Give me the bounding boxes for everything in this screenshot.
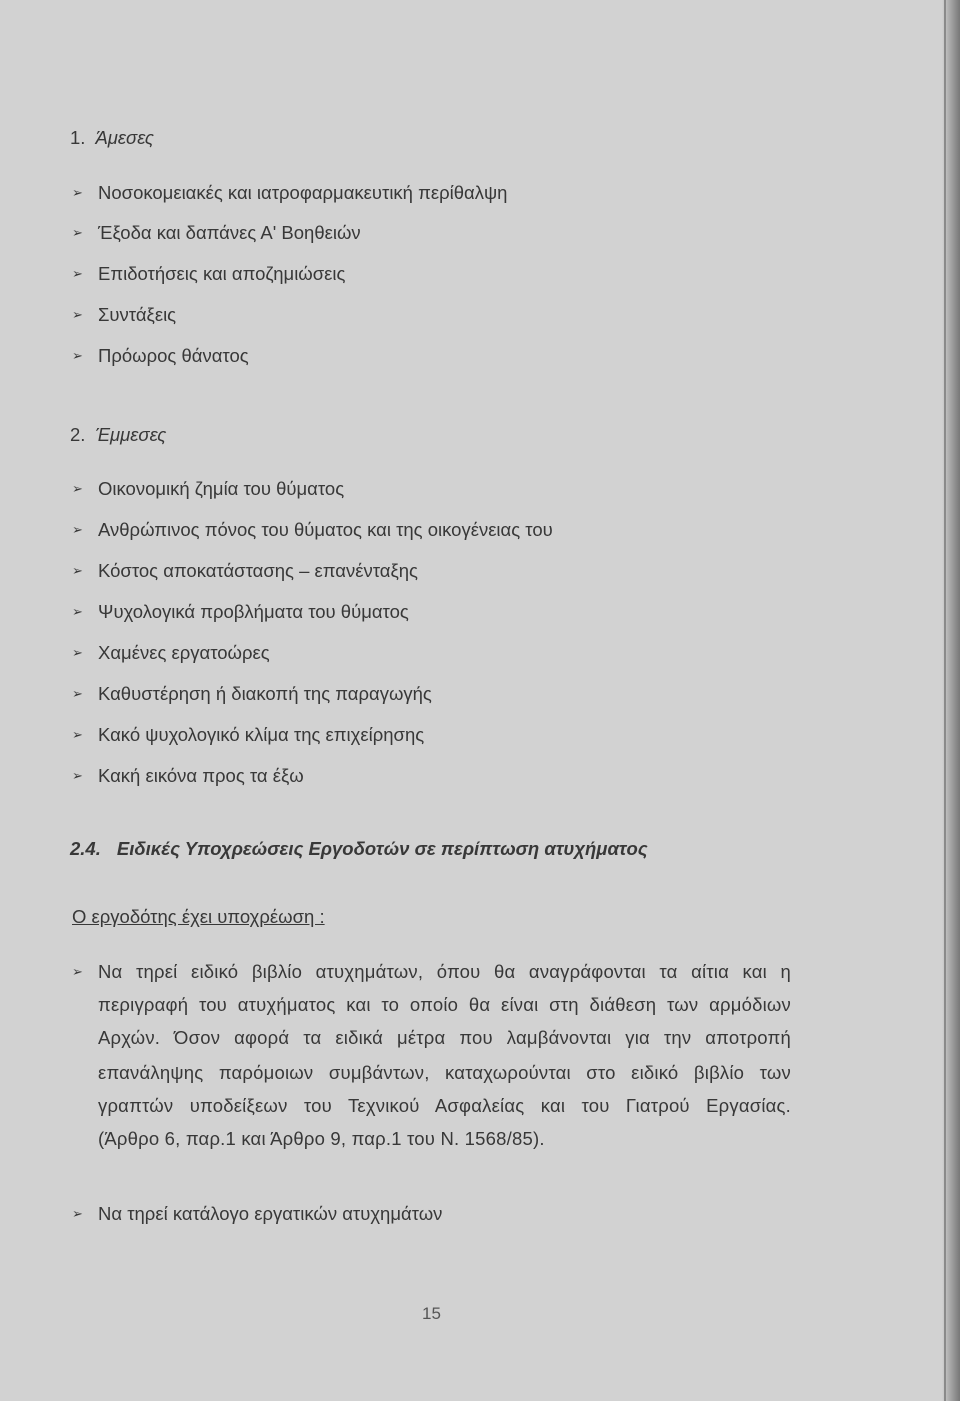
list-item [72, 478, 344, 500]
list-item [72, 345, 249, 367]
list-item-text: Κακή εικόνα προς τα έξω [98, 765, 304, 786]
list-item-text: Κακό ψυχολογικό κλίμα της επιχείρησης [98, 724, 425, 745]
list-item [72, 601, 409, 623]
arrow-bullet-icon: ➢ [72, 225, 83, 240]
arrow-bullet-icon: ➢ [72, 645, 83, 660]
paragraph-line: Αρχών. Όσον αφορά τα ειδικά μέτρα που λαμβάνονται για την αποτροπή [98, 1027, 791, 1048]
list-item [72, 1203, 442, 1225]
section-2-4-number: 2.4. [70, 838, 101, 859]
arrow-bullet-icon: ➢ [72, 266, 83, 281]
arrow-bullet-icon: ➢ [72, 307, 83, 322]
arrow-bullet-icon: ➢ [72, 604, 83, 619]
list-item-text: Ανθρώπινος πόνος του θύματος και της οικογένειας του [98, 519, 553, 540]
arrow-bullet-icon: ➢ [72, 481, 83, 496]
list-item [72, 182, 507, 204]
paragraph-line: Να τηρεί ειδικό βιβλίο ατυχημάτων, όπου θα αναγράφονται τα αίτια και η [98, 961, 791, 982]
list-item [72, 560, 418, 582]
arrow-bullet-icon: ➢ [72, 185, 83, 200]
section-1-title: Άμεσες [95, 127, 154, 148]
list-item-text: Καθυστέρηση ή διακοπή της παραγωγής [98, 683, 432, 704]
page-edge-line [944, 0, 946, 1401]
page-number: 15 [422, 1304, 441, 1323]
list-item-text: Ψυχολογικά προβλήματα του θύματος [98, 601, 409, 622]
list-item-text: Κόστος αποκατάστασης – επανένταξης [98, 560, 418, 581]
arrow-bullet-icon: ➢ [72, 348, 83, 363]
arrow-bullet-icon: ➢ [72, 768, 83, 783]
arrow-bullet-icon: ➢ [72, 1206, 83, 1221]
list-item [72, 263, 345, 285]
list-item-text: Νοσοκομειακές και ιατροφαρμακευτική περίθαλψη [98, 182, 508, 203]
list-item [72, 642, 270, 664]
list-item-text: Συντάξεις [98, 304, 177, 325]
list-item-text: Οικονομική ζημία του θύματος [98, 478, 345, 499]
list-item [72, 519, 553, 541]
list-item [72, 683, 432, 705]
arrow-bullet-icon: ➢ [72, 727, 83, 742]
list-item-text: Χαμένες εργατοώρες [98, 642, 270, 663]
arrow-bullet-icon: ➢ [72, 964, 83, 979]
section-2-4-title: Ειδικές Υποχρεώσεις Εργοδοτών σε περίπτωση ατυχήματος [116, 838, 648, 859]
paragraph-line: (Άρθρο 6, παρ.1 και Άρθρο 9, παρ.1 του Ν. 1568/85). [98, 1128, 545, 1149]
list-item [72, 724, 424, 746]
list-item [72, 222, 361, 244]
list-item [72, 765, 304, 787]
section-1-number: 1. [70, 127, 86, 148]
arrow-bullet-icon: ➢ [72, 686, 83, 701]
list-item-text: Έξοδα και δαπάνες Α' Βοηθειών [98, 222, 361, 243]
arrow-bullet-icon: ➢ [72, 522, 83, 537]
list-item-text: Επιδοτήσεις και αποζημιώσεις [98, 263, 346, 284]
section-2-4-heading [70, 838, 648, 860]
section-1-heading [70, 127, 154, 149]
paragraph-line: περιγραφή του ατυχήματος και το οποίο θα είναι στη διάθεση των αρμόδιων [98, 994, 791, 1015]
section-2-title: Έμμεσες [95, 424, 167, 445]
section-2-heading [70, 424, 166, 446]
list-item-text: Να τηρεί κατάλογο εργατικών ατυχημάτων [98, 1203, 443, 1224]
employer-duty-label: Ο εργοδότης έχει υποχρέωση : [72, 906, 325, 927]
list-item [72, 304, 176, 326]
arrow-bullet-icon: ➢ [72, 563, 83, 578]
paragraph-line: γραπτών υποδείξεων του Τεχνικού Ασφαλείας και του Γιατρού Εργασίας. [98, 1095, 791, 1116]
paragraph-line: επανάληψης παρόμοιων συμβάντων, καταχωρούνται στο ειδικό βιβλίο των [98, 1062, 791, 1083]
section-2-number: 2. [70, 424, 86, 445]
list-item-text: Πρόωρος θάνατος [98, 345, 249, 366]
